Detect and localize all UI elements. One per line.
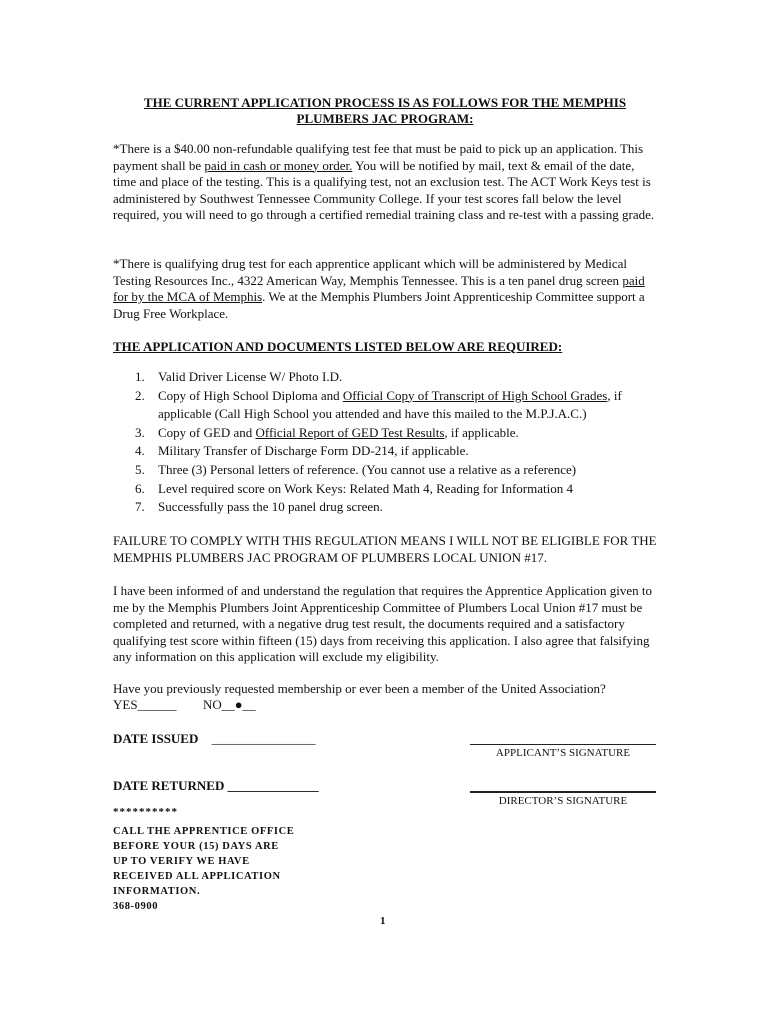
requirements-list [113, 368, 658, 517]
acknowledgement-paragraph: I have been informed of and understand the regulation that requires the Apprentice Application given to me by the Memphis Plumbers Joint Apprenticeship Committee of Plumbers Local Union #17 must be completed and returned, with a negative drug test result, the documents required and a satisfactory qualifying test score within fifteen (15) days from receiving this application. I also agree that falsifying any information on this application will exclude my eligibility. [113, 583, 652, 664]
list-item [113, 480, 658, 499]
date-returned-field[interactable]: DATE RETURNED ______________ [113, 778, 319, 793]
item-underlined-text: Official Report of GED Test Results [255, 424, 445, 440]
director-signature-line[interactable] [470, 791, 656, 793]
notice-line: UP TO VERIFY WE HAVE [113, 856, 250, 867]
notice-line: CALL THE APPRENTICE OFFICE [113, 826, 295, 837]
item-number: 4. [135, 443, 145, 459]
text-span: You will be notified by mail, text & email of the date, time and place of the testing. This is a qualifying test, not an exclusion test. The ACT Work Keys test is administered by Southwest Tennessee Community College. If your test scores fall below the level required, you will need to go through a certified remedial training class and re-test with a passing grade. [113, 157, 655, 222]
date-issued-row [113, 731, 316, 747]
office-notice [113, 824, 353, 914]
text-span: *There is qualifying drug test for each apprentice applicant which will be administered by Medical Testing Resources Inc., 4322 American Way, Memphis Tennessee. This is a ten panel drug screen [113, 256, 628, 288]
list-item [113, 498, 658, 517]
item-number: 3. [135, 424, 145, 440]
item-text: Copy of High School Diploma and [158, 387, 343, 403]
underlined-text: paid for by the MCA of Memphis [113, 272, 645, 304]
list-item [113, 442, 658, 461]
item-number: 2. [135, 387, 145, 403]
phone-number: 368-0900 [113, 901, 159, 912]
list-item [113, 424, 658, 443]
item-text: Valid Driver License W/ Photo I.D. [158, 369, 343, 384]
test-fee-paragraph [113, 141, 658, 224]
text-span: *There is a $40.00 non-refundable qualifying test fee that must be paid to pick up an application. This payment shall be [113, 141, 644, 173]
yes-field[interactable]: YES______ [113, 697, 177, 712]
item-underlined-text: Official Copy of Transcript of High School Grades [342, 387, 608, 403]
item-text: Military Transfer of Discharge Form DD-214, if applicable. [158, 443, 469, 459]
item-number: 5. [135, 461, 145, 477]
underlined-text: paid in cash or money order. [204, 157, 353, 173]
applicant-signature-line[interactable] [470, 744, 656, 745]
item-text: Three (3) Personal letters of reference. (You cannot use a relative as a reference) [158, 461, 577, 477]
membership-question: Have you previously requested membership or ever been a member of the United Association? [113, 681, 606, 696]
membership-answer [113, 697, 256, 713]
date-issued-label: DATE ISSUED [113, 731, 199, 746]
director-signature-label: DIRECTOR’S SIGNATURE [498, 795, 628, 807]
item-number: 1. [135, 369, 145, 384]
no-field[interactable]: NO__●__ [203, 697, 256, 712]
applicant-signature-label: APPLICANT’S SIGNATURE [495, 747, 631, 759]
drug-test-paragraph [113, 256, 658, 322]
item-text: , if applicable. [444, 424, 519, 440]
requirements-heading: THE APPLICATION AND DOCUMENTS LISTED BELOW ARE REQUIRED: [113, 339, 563, 354]
item-number: 7. [135, 499, 145, 515]
notice-line: RECEIVED ALL APPLICATION [113, 871, 281, 882]
item-number: 6. [135, 480, 145, 496]
text-span: . We at the Memphis Plumbers Joint Apprenticeship Committee support a Drug Free Workplace. [113, 289, 645, 321]
item-text: , if applicable (Call High School you attended and have this mailed to the M.P.J.A.C.) [158, 387, 622, 422]
notice-line: BEFORE YOUR (15) DAYS ARE [113, 841, 279, 852]
list-item [113, 387, 658, 424]
list-item [113, 461, 658, 480]
list-item [113, 368, 658, 387]
stars-divider: ********** [113, 806, 178, 818]
notice-line: INFORMATION. [113, 886, 201, 897]
item-text: Copy of GED and [158, 424, 256, 440]
page-number: 1 [380, 915, 386, 927]
page-title: THE CURRENT APPLICATION PROCESS IS AS FOLLOWS FOR THE MEMPHIS PLUMBERS JAC PROGRAM: [143, 95, 627, 126]
item-text: Successfully pass the 10 panel drug screen. [158, 499, 383, 515]
item-text: Level required score on Work Keys: Related Math 4, Reading for Information 4 [158, 480, 573, 496]
date-issued-field[interactable]: ________________ [211, 731, 316, 746]
failure-notice: FAILURE TO COMPLY WITH THIS REGULATION MEANS I WILL NOT BE ELIGIBLE FOR THE MEMPHIS PLUMBERS JAC PROGRAM OF PLUMBERS LOCAL UNION #17. [113, 533, 657, 565]
